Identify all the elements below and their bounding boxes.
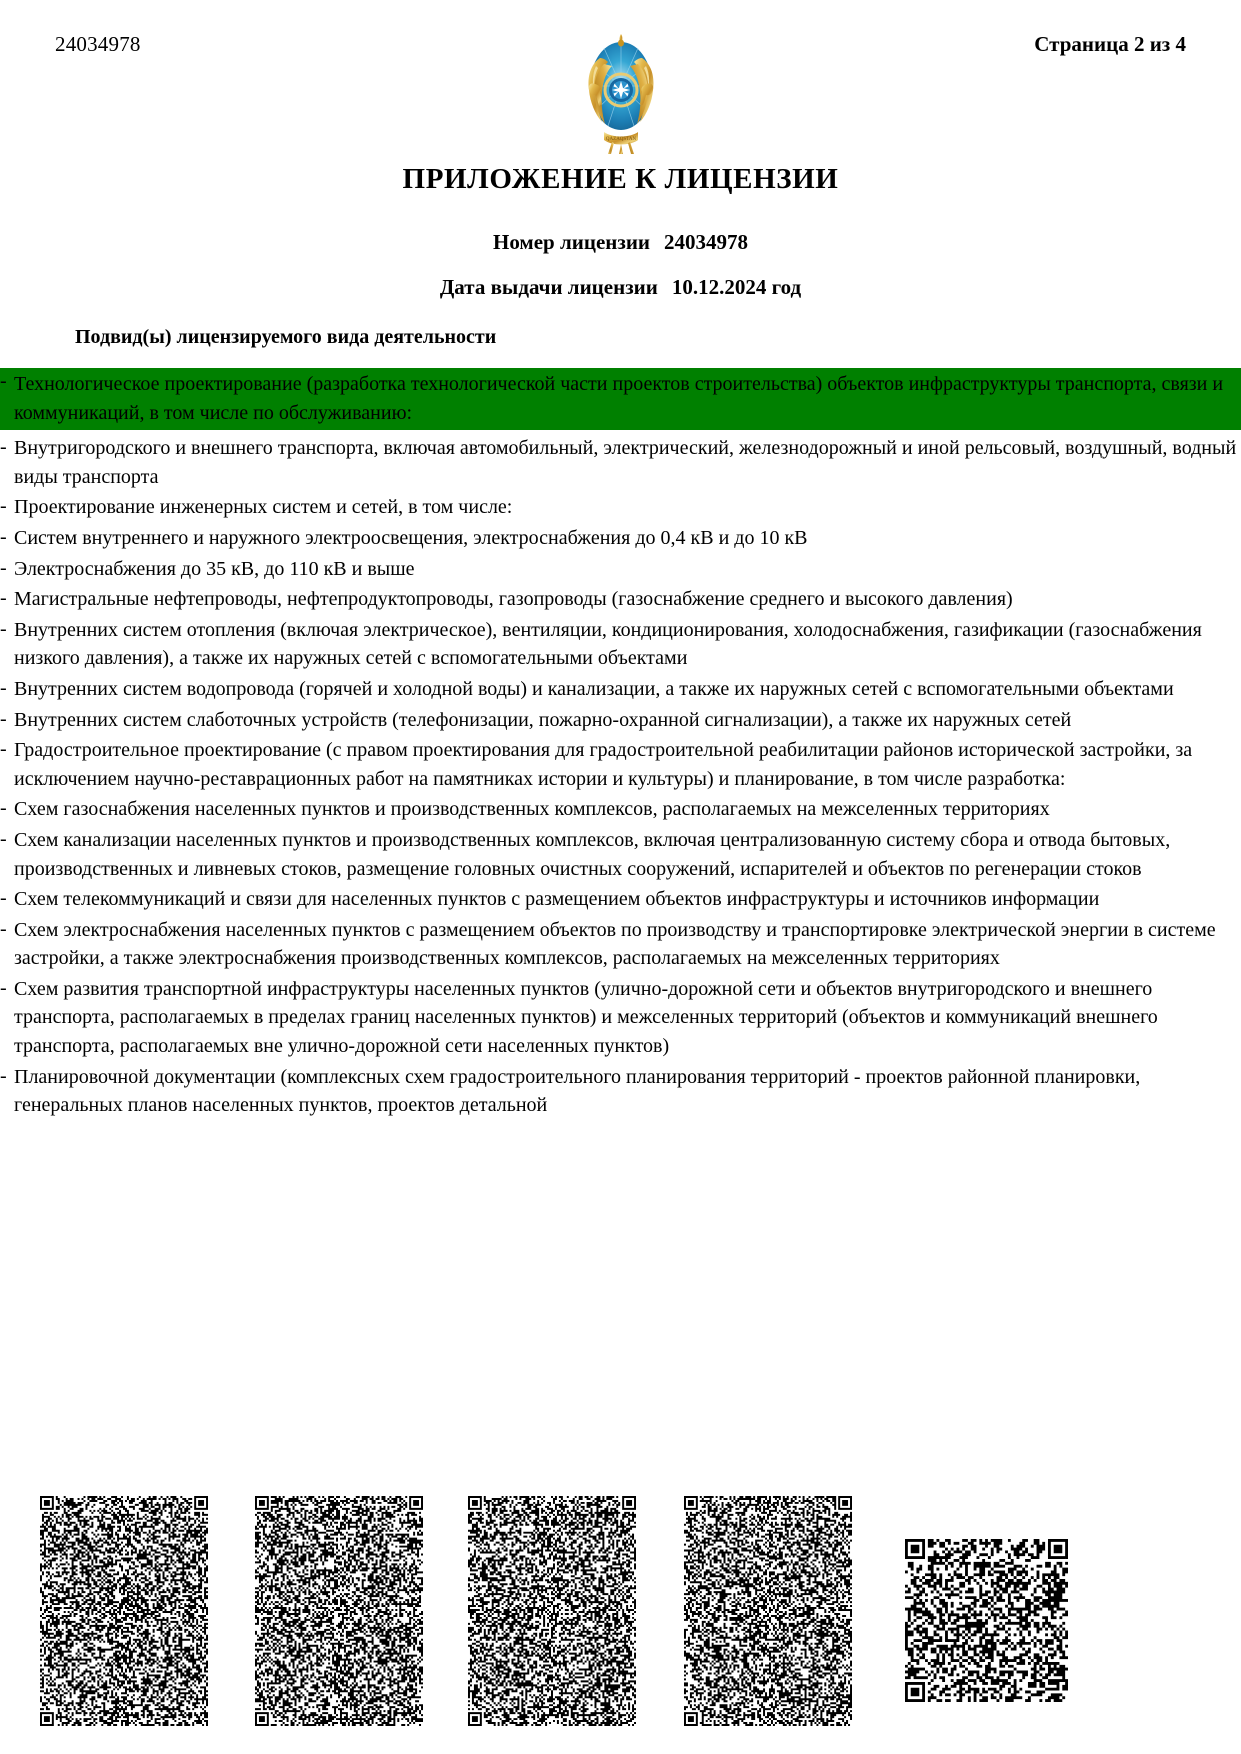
bullet-dash-icon: - <box>0 556 7 579</box>
qr-code-5 <box>905 1539 1068 1702</box>
list-item-label: Проектирование инженерных систем и сетей, в том числе: <box>14 496 513 519</box>
list-item <box>0 493 1241 522</box>
bullet-dash-icon: - <box>0 525 7 548</box>
license-number-label: Номер лицензии <box>492 230 651 254</box>
bullet-dash-icon: - <box>0 370 7 392</box>
qr-code-1 <box>40 1496 208 1726</box>
list-item <box>0 585 1241 614</box>
qr-code-4 <box>684 1496 852 1726</box>
list-item-label: Электроснабжения до 35 кВ, до 110 кВ и выше <box>14 557 415 580</box>
bullet-dash-icon: - <box>0 738 7 761</box>
license-date-value: 10.12.2024 год <box>671 275 802 299</box>
license-date-line <box>0 275 1241 300</box>
list-item-label: Внутригородского и внешнего транспорта, включая автомобильный, электрический, железнодорожный и иной рельсовый, воздушный, водный виды транспорта <box>14 437 1237 488</box>
bullet-dash-icon: - <box>0 887 7 910</box>
list-item-label: Магистральные нефтепроводы, нефтепродуктопроводы, газопроводы (газоснабжение среднего и высокого давления) <box>14 588 1013 611</box>
bullet-dash-icon: - <box>0 976 7 999</box>
bullet-dash-icon: - <box>0 676 7 699</box>
list-item-label: Внутренних систем слаботочных устройств (телефонизации, пожарно-охранной сигнализации), а также их наружных сетей <box>14 708 1072 731</box>
bullet-dash-icon: - <box>0 917 7 940</box>
bullet-dash-icon: - <box>0 495 7 518</box>
bullet-dash-icon: - <box>0 797 7 820</box>
bullet-dash-icon: - <box>0 617 7 640</box>
list-item-label: Схем газоснабжения населенных пунктов и производственных комплексов, располагаемых на межселенных территориях <box>14 798 1050 821</box>
list-item-label: Схем развития транспортной инфраструктуры населенных пунктов (улично-дорожной сети и объектов внутригородского и внешнего транспорта, располагаемых в пределах границ населенных пунктов) и межселенных территорий (объектов и коммуникаций внешнего транспорта, располагаемых вне улично-дорожной сети населенных пунктов) <box>14 977 1158 1058</box>
page-counter: Страница 2 из 4 <box>1034 32 1186 56</box>
list-item <box>0 555 1241 584</box>
list-item <box>0 916 1241 973</box>
list-item-label: Систем внутреннего и наружного электроосвещения, электроснабжения до 0,4 кВ и до 10 кВ <box>14 526 808 549</box>
list-item <box>0 975 1241 1061</box>
license-date-label: Дата выдачи лицензии <box>439 275 658 299</box>
bullet-dash-icon: - <box>0 436 7 459</box>
subtypes-heading: Подвид(ы) лицензируемого вида деятельности <box>75 326 497 348</box>
list-item <box>0 524 1241 553</box>
page-title: ПРИЛОЖЕНИЕ К ЛИЦЕНЗИИ <box>402 163 839 195</box>
state-emblem-icon <box>578 28 664 154</box>
list-item-label: Схем телекоммуникаций и связи для населенных пунктов с размещением объектов инфраструктуры и источников информации <box>14 888 1100 911</box>
license-number-value: 24034978 <box>664 230 749 254</box>
bullet-dash-icon: - <box>0 1064 7 1087</box>
svg-text:QAZAQSTAN: QAZAQSTAN <box>605 137 636 142</box>
list-item-label: Технологическое проектирование (разработка технологической части проектов строительства) объектов инфраструктуры транспорта, связи и коммуникаций, в том числе по обслуживанию: <box>14 373 1224 424</box>
qr-code-2 <box>255 1496 423 1726</box>
license-number-line <box>0 230 1241 255</box>
subtypes-list <box>0 368 1241 1120</box>
list-item <box>0 736 1241 793</box>
bullet-dash-icon: - <box>0 827 7 850</box>
bullet-dash-icon: - <box>0 587 7 610</box>
list-item <box>0 616 1241 673</box>
list-item <box>0 434 1241 491</box>
bullet-dash-icon: - <box>0 707 7 730</box>
list-item-label: Внутренних систем отопления (включая электрическое), вентиляции, кондиционирования, холодоснабжения, газификации (газоснабжения низкого давления), а также их наружных сетей с вспомогательными объектами <box>14 618 1202 670</box>
subtypes-content <box>0 368 1241 1122</box>
list-item-label: Схем электроснабжения населенных пунктов с размещением объектов по производству и транспортировке электрической энергии в системе застройки, а также электроснабжения производственных комплексов, располагаемых на межселенных территориях <box>14 918 1216 970</box>
list-item <box>0 795 1241 824</box>
qr-code-strip <box>0 1486 1241 1726</box>
qr-code-3 <box>468 1496 636 1726</box>
list-item <box>0 1063 1241 1120</box>
list-item-label: Планировочной документации (комплексных схем градостроительного планирования территорий - проектов районной планировки, генеральных планов населенных пунктов, проектов детальной <box>14 1065 1141 1117</box>
document-number: 24034978 <box>55 32 141 56</box>
list-item <box>0 368 1241 430</box>
list-item <box>0 826 1241 883</box>
list-item-label: Градостроительное проектирование (с правом проектирования для градостроительной реабилитации районов исторической застройки, за исключением научно-реставрационных работ на памятниках истории и культуры) и планирование, в том числе разработка: <box>14 739 1193 790</box>
list-item <box>0 675 1241 704</box>
list-item <box>0 885 1241 914</box>
list-item-label: Внутренних систем водопровода (горячей и холодной воды) и канализации, а также их наружных сетей с вспомогательными объектами <box>14 677 1174 700</box>
list-item-label: Схем канализации населенных пунктов и производственных комплексов, включая централизованную систему сбора и отвода бытовых, производственных и ливневых стоков, размещение головных очистных сооружений, испарителей и объектов по регенерации стоков <box>14 828 1171 880</box>
list-item <box>0 706 1241 735</box>
